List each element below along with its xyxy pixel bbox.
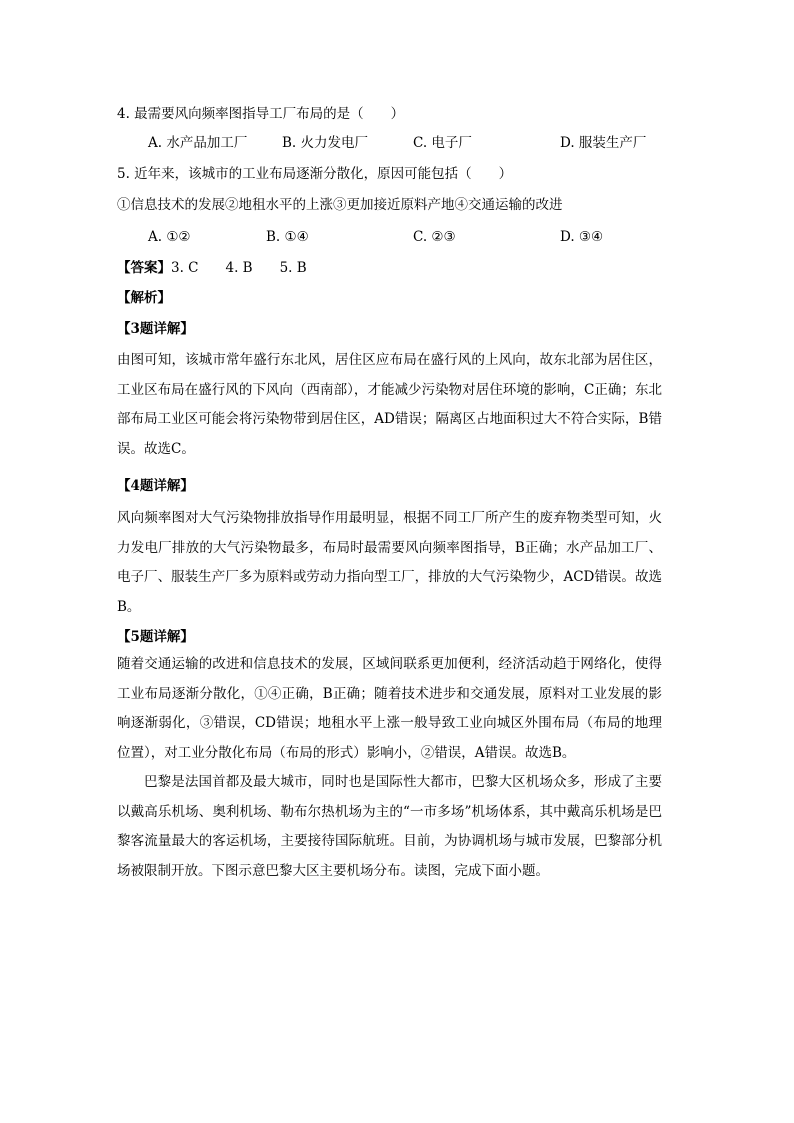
option-d: D. 服装生产厂 bbox=[560, 135, 647, 151]
option-c: C. 电子厂 bbox=[413, 135, 472, 151]
option-b: B. ①④ bbox=[266, 229, 309, 245]
answer-line bbox=[117, 258, 307, 278]
q3-detail-text: 由图可知，该城市常年盛行东北风，居住区应布局在盛行风的上风向，故东北部为居住区，工业区布局在盛行风的下风向（西南部），才能减少污染物对居住环境的影响，C正确；东北部布局工业区可能会将污染物带到居住区，AD错误；隔离区占地面积过大不符合实际，B错误。故选C。 bbox=[117, 352, 662, 457]
answer-text: 3. C 4. B 5. B bbox=[171, 260, 307, 276]
question-5-stem: 5. 近年来，该城市的工业布局逐渐分散化，原因可能包括（ ） bbox=[117, 166, 513, 182]
option-c: C. ②③ bbox=[413, 229, 456, 245]
q4-detail-text: 风向频率图对大气污染物排放指导作用最明显，根据不同工厂所产生的废弃物类型可知，火力发电厂排放的大气污染物最多，布局时最需要风向频率图指导，B正确；水产品加工厂、电子厂、服装生产厂多为原料或劳动力指向型工厂，排放的大气污染物少，ACD错误。故选B。 bbox=[117, 510, 662, 615]
analysis-label: 【解析】 bbox=[117, 290, 171, 306]
next-material-paragraph: 巴黎是法国首都及最大城市，同时也是国际性大都市，巴黎大区机场众多，形成了主要以戴高乐机场、奥利机场、勒布尔热机场为主的“一市多场”机场体系，其中戴高乐机场是巴黎客流量最大的客运机场，主要接待国际航班。目前，为协调机场与城市发展，巴黎部分机场被限制开放。下图示意巴黎大区主要机场分布。读图，完成下面小题。 bbox=[117, 774, 662, 879]
option-a: A. 水产品加工厂 bbox=[148, 135, 248, 151]
answer-label: 【答案】 bbox=[117, 260, 171, 276]
option-a: A. ①② bbox=[148, 229, 191, 245]
question-4-stem: 4. 最需要风向频率图指导工厂布局的是（ ） bbox=[117, 106, 405, 122]
question-5-factors: ①信息技术的发展②地租水平的上涨③更加接近原料产地④交通运输的改进 bbox=[117, 197, 563, 213]
q4-detail-label: 【4题详解】 bbox=[117, 478, 194, 494]
q3-detail-label: 【3题详解】 bbox=[117, 321, 194, 337]
option-d: D. ③④ bbox=[560, 229, 604, 245]
option-b: B. 火力发电厂 bbox=[282, 135, 369, 151]
q5-detail-label: 【5题详解】 bbox=[117, 629, 194, 645]
q5-detail-text: 随着交通运输的改进和信息技术的发展，区域间联系更加便利，经济活动趋于网络化，使得工业布局逐渐分散化，①④正确，B正确；随着技术进步和交通发展，原料对工业发展的影响逐渐弱化，③错误，CD错误；地租水平上涨一般导致工业向城区外围布局（布局的地理位置），对工业分散化布局（布局的形式）影响小，②错误，A错误。故选B。 bbox=[117, 656, 662, 761]
